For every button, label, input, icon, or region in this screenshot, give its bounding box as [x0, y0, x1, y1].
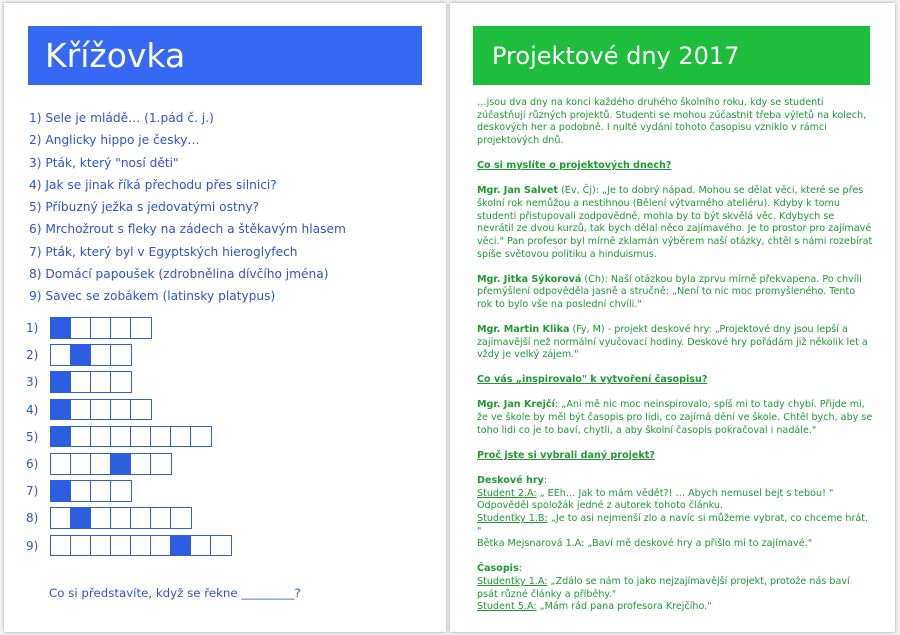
speaker-name: Mgr. Jitka Sýkorová — [477, 273, 582, 285]
grid-row-number: 1) — [26, 321, 39, 335]
grid-cells — [50, 507, 190, 529]
grid-cell[interactable] — [70, 480, 92, 502]
response-text: „Je to asi nejmenší zlo a navíc si můžeme vybrat, co chceme hrát. " — [477, 512, 869, 537]
grid-cell[interactable] — [130, 507, 152, 529]
grid-cells — [50, 371, 130, 393]
grid-cell[interactable] — [110, 317, 132, 339]
interview-question: Co vás „inspirovalo" k vytvoření časopisu? — [477, 374, 708, 386]
article-title-banner — [473, 26, 870, 85]
grid-row-number: 8) — [26, 511, 39, 526]
grid-cell[interactable] — [150, 426, 172, 448]
grid-row-number: 6) — [26, 456, 39, 471]
grid-cell[interactable] — [110, 480, 132, 502]
grid-cell[interactable] — [70, 371, 92, 393]
respondent: Student 2.A: — [477, 487, 537, 499]
grid-cell[interactable] — [110, 371, 132, 393]
interview-answer — [477, 274, 873, 312]
grid-cell[interactable] — [50, 344, 72, 366]
grid-cell-solution[interactable] — [110, 453, 132, 475]
grid-row-number: 2) — [26, 348, 39, 363]
clue-item: 4) Jak se jinak říká přechodu přes silnici? — [29, 177, 277, 192]
grid-row-number: 3) — [26, 375, 39, 390]
grid-cell[interactable] — [50, 453, 72, 475]
grid-cell[interactable] — [110, 426, 132, 448]
speaker-name: Mgr. Martin Klika — [477, 324, 570, 336]
grid-cells — [50, 317, 150, 339]
grid-cell[interactable] — [50, 535, 72, 557]
grid-cells — [50, 535, 230, 557]
interview-answer — [477, 399, 873, 437]
grid-cell[interactable] — [150, 507, 172, 529]
grid-cell[interactable] — [90, 344, 112, 366]
grid-cell[interactable] — [90, 371, 112, 393]
clue-item: 3) Pták, který "nosí děti" — [29, 155, 179, 170]
grid-cell[interactable] — [150, 535, 172, 557]
grid-cell[interactable] — [70, 426, 92, 448]
grid-cell[interactable] — [90, 399, 112, 421]
response-text: „Zdálo se nám to jako nejzajímavější projekt, protože nás baví psát různé články a příběhy." — [477, 576, 850, 600]
grid-cell-solution[interactable] — [50, 371, 72, 393]
grid-cell[interactable] — [70, 453, 92, 475]
clue-list — [29, 107, 346, 308]
respondent: Studentky 1.B: — [477, 512, 548, 524]
grid-cell[interactable] — [90, 426, 112, 448]
grid-cell[interactable] — [210, 535, 232, 557]
grid-cell-solution[interactable] — [70, 344, 92, 366]
grid-cell[interactable] — [170, 507, 192, 529]
grid-cell[interactable] — [190, 535, 212, 557]
grid-cell[interactable] — [130, 453, 152, 475]
answer-text: (Ev, Čj): „Je to dobrý nápad. Mohou se dělat věci, které se přes školní rok nemůžou a nestihnou (Bělení výtvarného ateliéru). Kdyby k tomu studenti přistupovali zodpovědně, mohla by to být skvělá věc. Kdybych se nevrátil ze dvou kurzů, tak bych dělal něco zajímavého. Je to prostor pro zajímavé věci." Pan profesor byl mírně zklamán výběrem naší otázky, chtěl s námi rozebírat spíše světovou politiku a hinduismus. — [477, 185, 873, 260]
response-text: „ EEh… Jak to mám vědět?! … Abych nemusel bejt s tebou! " Odpověděl spoložák jedné z autorek tohoto článku. — [477, 487, 834, 512]
answer-text: (Ch): Naší otázkou byla zprvu mírně překvapena. Po chvíli přemýšlení odpověděla jasně a stručně: „Není to nic moc promyšleného. Tento rok to bylo vše na poslední chvíli." — [477, 273, 862, 311]
interview-answer — [477, 324, 873, 362]
grid-cell-solution[interactable] — [50, 317, 72, 339]
respondent: Studentky 1.A: — [477, 576, 548, 588]
respondent: Student 5.A: — [477, 601, 537, 613]
grid-cell-solution[interactable] — [170, 535, 192, 557]
grid-cell[interactable] — [130, 426, 152, 448]
group-title: Časopis — [477, 563, 519, 575]
grid-cell-solution[interactable] — [70, 507, 92, 529]
grid-cell[interactable] — [150, 453, 172, 475]
clue-item: 6) Mrchožrout s fleky na zádech a štěkavým hlasem — [29, 222, 346, 237]
group-title-colon: : — [543, 474, 548, 486]
grid-cell-solution[interactable] — [50, 480, 72, 502]
article-body — [477, 97, 873, 626]
response-group — [477, 563, 873, 614]
grid-cell[interactable] — [70, 399, 92, 421]
article-title: Projektové dny 2017 — [492, 41, 740, 70]
interview-question: Co si myslíte o projektových dnech? — [477, 160, 672, 172]
right-page — [450, 3, 895, 632]
grid-cell[interactable] — [90, 507, 112, 529]
grid-cell[interactable] — [170, 426, 192, 448]
response-text: Bětka Mejsnarová 1.A: „Baví mě deskové hry a přišlo mi to zajímavé." — [477, 538, 813, 550]
speaker-name: Mgr. Jan Salvet — [477, 185, 558, 197]
clue-item: 8) Domácí papoušek (zdrobnělina dívčího jména) — [29, 267, 329, 282]
interview-answer — [477, 185, 873, 261]
interview-question: Proč jste si vybrali daný projekt? — [477, 449, 655, 461]
left-page — [4, 3, 446, 632]
crossword-title: Křížovka — [45, 36, 186, 75]
grid-cells — [50, 453, 170, 475]
grid-row-number: 5) — [26, 429, 39, 444]
answer-text: (Fy, M) - projekt deskové hry: „Projektové dny jsou lepší a zajímavější než normální vyučovací hodiny. Deskové hry pořádám již několik let a vždy je velký zájem." — [477, 324, 868, 361]
grid-cells — [50, 399, 150, 421]
grid-cell[interactable] — [190, 426, 212, 448]
clue-item: 2) Anglicky hippo je česky… — [29, 133, 200, 148]
crossword-title-banner — [28, 26, 422, 85]
grid-cells — [50, 344, 130, 366]
grid-cell[interactable] — [50, 507, 72, 529]
grid-row-number: 4) — [26, 402, 39, 417]
clue-item: 5) Příbuzný ježka s jedovatými ostny? — [29, 200, 260, 215]
grid-cell[interactable] — [110, 507, 132, 529]
grid-cell[interactable] — [110, 399, 132, 421]
answer-text: : „Ani mě nic moc neinspirovalo, spíš mi to tady chybí. Přijde mi, že ve škole by měl být časopis pro lidi, co zajímá dění ve škole. Chtěl bych, aby se toho lidi co je to baví, chytli, a aby školní časopis pokračoval i nadále." — [477, 399, 873, 436]
response-group — [477, 475, 873, 551]
grid-cell[interactable] — [110, 344, 132, 366]
grid-cell[interactable] — [130, 399, 152, 421]
grid-cell[interactable] — [130, 317, 152, 339]
grid-cell[interactable] — [70, 317, 92, 339]
response-text: „Mám rád pana profesora Krejčího." — [536, 601, 712, 613]
grid-cell[interactable] — [90, 317, 112, 339]
grid-cell[interactable] — [110, 535, 132, 557]
grid-cell[interactable] — [90, 480, 112, 502]
group-title-colon: : — [518, 563, 522, 575]
clue-item: 1) Sele je mládě… (1.pád č. j.) — [29, 111, 214, 125]
grid-cell-solution[interactable] — [50, 399, 72, 421]
grid-cells — [50, 480, 130, 502]
grid-cell[interactable] — [90, 535, 112, 557]
grid-row-number: 7) — [26, 484, 39, 499]
grid-cells — [50, 426, 210, 448]
clue-item: 9) Savec se zobákem (latinsky platypus) — [29, 289, 276, 304]
grid-row-number: 9) — [26, 538, 39, 553]
speaker-name: Mgr. Jan Krejčí — [477, 399, 555, 411]
grid-cell-solution[interactable] — [50, 426, 72, 448]
clue-item: 7) Pták, který byl v Egyptských hieroglyfech — [29, 244, 298, 259]
crossword-secret-question: Co si představíte, když se řekne _________? — [49, 586, 301, 600]
grid-cell[interactable] — [90, 453, 112, 475]
grid-cell[interactable] — [70, 535, 92, 557]
article-intro: …jsou dva dny na konci každého druhého školního roku, kdy se studenti zúčastňují různých projektů. Studenti se mohou zúčastnit třeba výletů na kolech, deskových her a podobně. I nulté vydání tohoto časopisu vzniklo v rámci projektových dnů. — [477, 97, 867, 147]
grid-cell[interactable] — [130, 535, 152, 557]
group-title: Deskové hry — [477, 474, 544, 486]
